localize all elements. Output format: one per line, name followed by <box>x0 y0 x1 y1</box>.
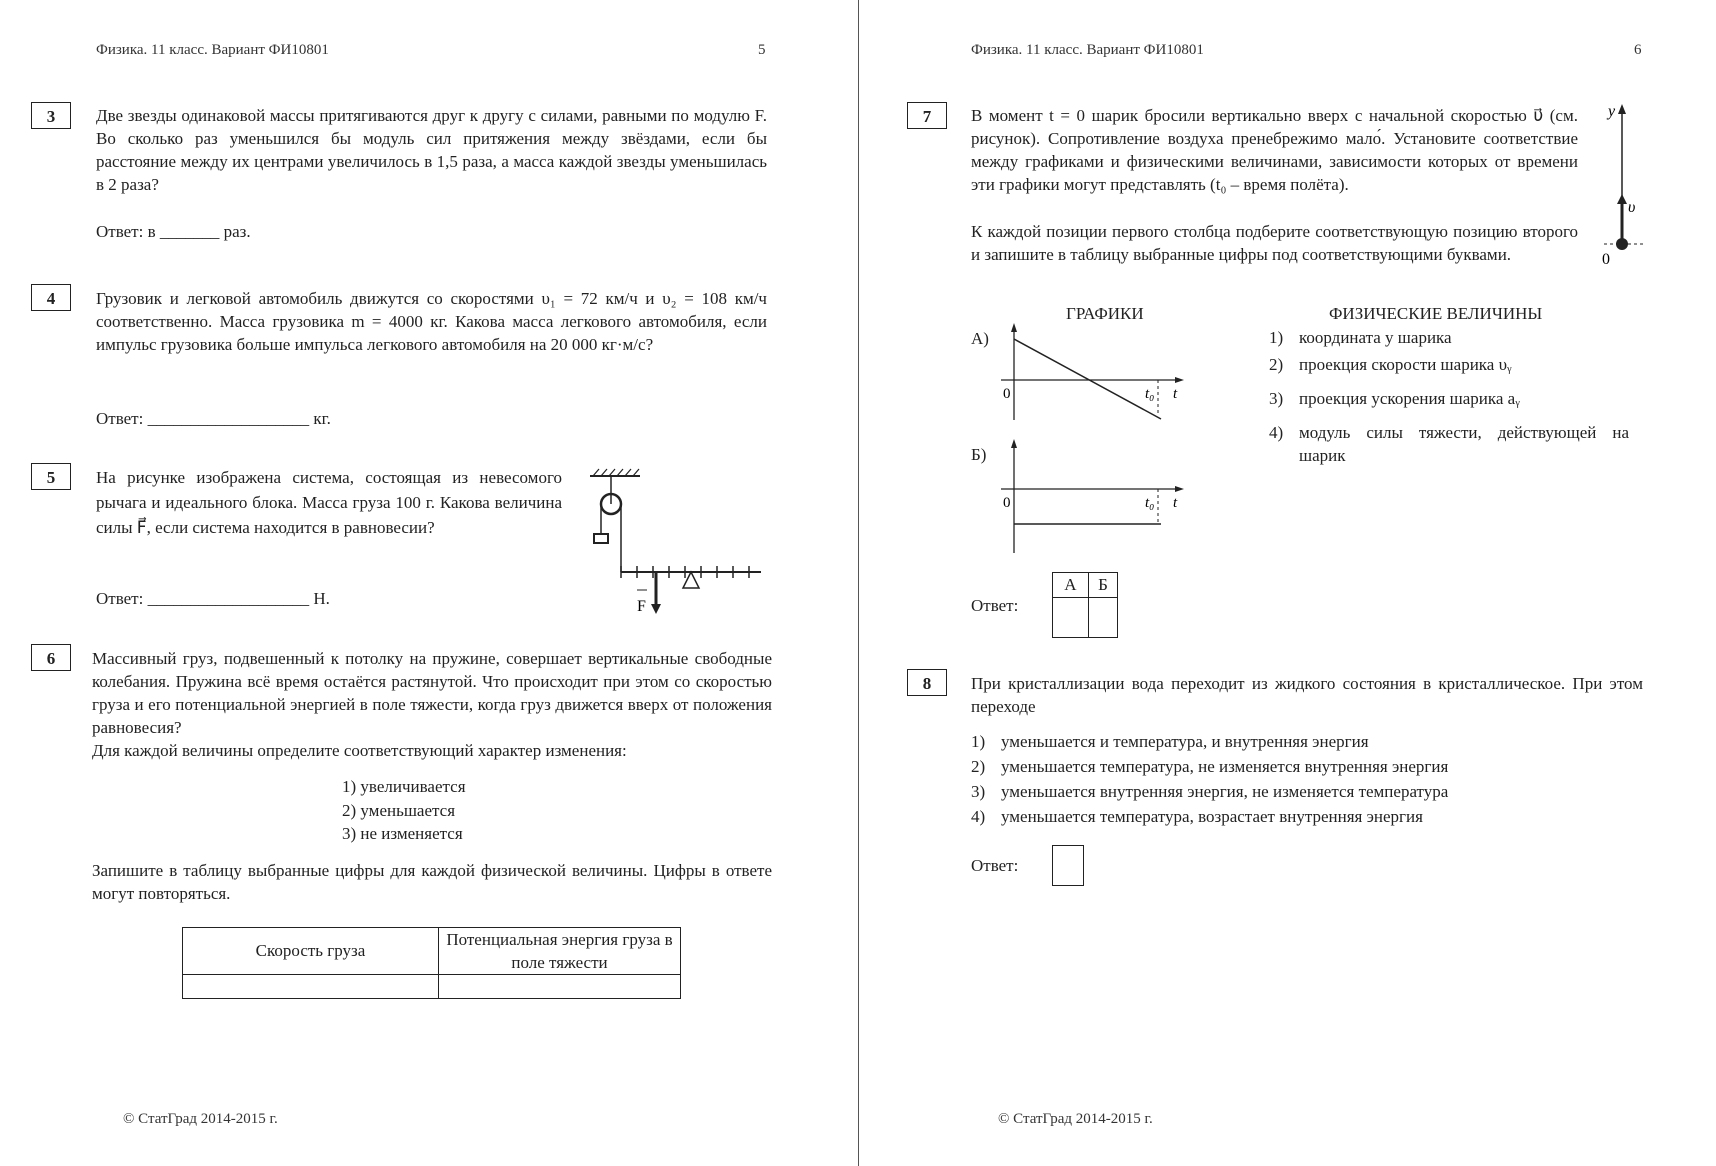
question-3-text: Две звезды одинаковой массы притягиваются друг к другу с силами, равными по модулю F. Во сколько раз уменьшился бы модуль сил притяжения между звёздами, если бы расстояние между их центрами увеличилось в 1,5 раза, а масса каждой звезды уменьшилась в 2 раза? <box>96 106 767 194</box>
page-header: Физика. 11 класс. Вариант ФИ10801 <box>971 42 1204 58</box>
graph-b-t: t <box>1173 495 1178 511</box>
graph-a-t0: t₀ <box>1145 386 1155 402</box>
question-4-text: Грузовик и легковой автомобиль движутся со скоростями υ₁ = 72 км/ч и υ₂ = 108 км/ч соответственно. Масса грузовика m = 4000 кг. Какова масса легкового автомобиля, если импульс грузовика больше импульса легкового автомобиля на 20 000 кг·м/с? <box>96 289 767 354</box>
question-6-instruction: Для каждой величины определите соответствующий характер изменения: <box>92 741 627 760</box>
question-number-6: 6 <box>31 644 71 671</box>
y-axis-label: y <box>1608 103 1616 120</box>
origin-label: 0 <box>1602 251 1610 268</box>
page-header: Физика. 11 класс. Вариант ФИ10801 <box>96 42 329 58</box>
graph-b-t0: t₀ <box>1145 495 1155 511</box>
question-4-answer[interactable]: Ответ: ___________________ кг. <box>96 409 331 428</box>
question-6-note: Запишите в таблицу выбранные цифры для каждой физической величины. Цифры в ответе могут повторяться. <box>92 861 772 903</box>
answer-cell-a[interactable] <box>1053 598 1089 638</box>
table-header-energy: Потенциальная энергия груза в поле тяжести <box>439 928 681 975</box>
answer-table-6 <box>182 927 681 999</box>
quantity-3-text: проекция ускорения шарика aᵧ <box>1299 389 1520 408</box>
q8-option-1-number: 1) <box>971 732 986 751</box>
quantities-title: ФИЗИЧЕСКИЕ ВЕЛИЧИНЫ <box>1329 304 1543 323</box>
question-8-answer-box[interactable] <box>1052 845 1084 886</box>
footer: © СтатГрад 2014-2015 г. <box>998 1111 1153 1127</box>
graph-b <box>995 438 1195 558</box>
quantity-4-text: модуль силы тяжести, действующей на шарик <box>1299 423 1629 465</box>
graph-b-label: Б) <box>971 445 987 464</box>
velocity-label: υ⃗ <box>1628 199 1648 216</box>
quantity-2-number: 2) <box>1269 355 1284 374</box>
question-7-text: В момент t = 0 шарик бросили вертикально вверх с начальной скоростью υ⃗ (см. рисунок). Сопротивление воздуха пренебрежимо мало́. Установите соответствие между графиками и физическими величинами, зависимости которых от времени эти графики могут представлять (t₀ – время полёта). <box>971 106 1578 194</box>
answer-cell-energy[interactable] <box>439 975 681 999</box>
q8-option-3-number: 3) <box>971 782 986 801</box>
option-3: 3) не изменяется <box>342 824 463 843</box>
question-5-answer[interactable]: Ответ: ___________________ Н. <box>96 589 330 608</box>
force-label: F <box>637 598 646 615</box>
question-8-text: При кристаллизации вода переходит из жидкого состояния в кристаллическое. При этом переходе <box>971 674 1643 716</box>
quantity-1-number: 1) <box>1269 328 1284 347</box>
graph-a-label: А) <box>971 329 989 348</box>
question-8-answer-label: Ответ: <box>971 856 1019 875</box>
table-header-speed: Скорость груза <box>183 928 439 975</box>
q8-option-2-number: 2) <box>971 757 986 776</box>
question-number-3: 3 <box>31 102 71 129</box>
ball-throw-figure <box>1598 100 1648 270</box>
quantity-3-number: 3) <box>1269 389 1284 408</box>
graph-a <box>995 320 1195 430</box>
page-number: 6 <box>1634 42 1642 58</box>
graph-a-zero: 0 <box>1003 386 1011 402</box>
question-7-instruction: К каждой позиции первого столбца подберите соответствующую позицию второго и запишите в таблицу выбранные цифры под соответствующими буквами. <box>971 222 1578 264</box>
table-header-a: А <box>1053 573 1089 598</box>
footer: © СтатГрад 2014-2015 г. <box>123 1111 278 1127</box>
question-5-text: На рисунке изображена система, состоящая из невесомого рычага и идеального блока. Масса груза 100 г. Какова величина силы F⃗, если система находится в равновесии? <box>96 468 562 537</box>
graphs-title: ГРАФИКИ <box>1066 304 1144 323</box>
q8-option-1-text: уменьшается и температура, и внутренняя энергия <box>1001 732 1369 751</box>
option-1: 1) увеличивается <box>342 777 466 796</box>
question-7-answer-label: Ответ: <box>971 596 1019 615</box>
question-number-8: 8 <box>907 669 947 696</box>
q8-option-3-text: уменьшается внутренняя энергия, не изменяется температура <box>1001 782 1449 801</box>
q8-option-4-number: 4) <box>971 807 986 826</box>
question-number-7: 7 <box>907 102 947 129</box>
quantity-1-text: координата y шарика <box>1299 328 1452 347</box>
question-3-answer[interactable]: Ответ: в _______ раз. <box>96 222 251 241</box>
question-number-4: 4 <box>31 284 71 311</box>
page-number: 5 <box>758 42 766 58</box>
table-header-b: Б <box>1088 573 1117 598</box>
q8-option-4-text: уменьшается температура, возрастает внутренняя энергия <box>1001 807 1423 826</box>
quantity-2-text: проекция скорости шарика υᵧ <box>1299 355 1512 374</box>
q8-option-2-text: уменьшается температура, не изменяется внутренняя энергия <box>1001 757 1449 776</box>
quantity-4-number: 4) <box>1269 423 1284 442</box>
answer-cell-b[interactable] <box>1088 598 1117 638</box>
answer-table-7 <box>1052 572 1118 638</box>
graph-b-zero: 0 <box>1003 495 1011 511</box>
lever-pulley-figure <box>585 468 765 616</box>
question-6-text: Массивный груз, подвешенный к потолку на пружине, совершает вертикальные свободные колебания. Пружина всё время остаётся растянутой. Что происходит при этом со скоростью груза и его потенциальной энергией в поле тяжести, когда груз движется вверх от положения равновесия? <box>92 649 772 737</box>
option-2: 2) уменьшается <box>342 801 456 820</box>
page-divider <box>858 0 859 1166</box>
question-number-5: 5 <box>31 463 71 490</box>
answer-cell-speed[interactable] <box>183 975 439 999</box>
graph-a-t: t <box>1173 386 1178 402</box>
